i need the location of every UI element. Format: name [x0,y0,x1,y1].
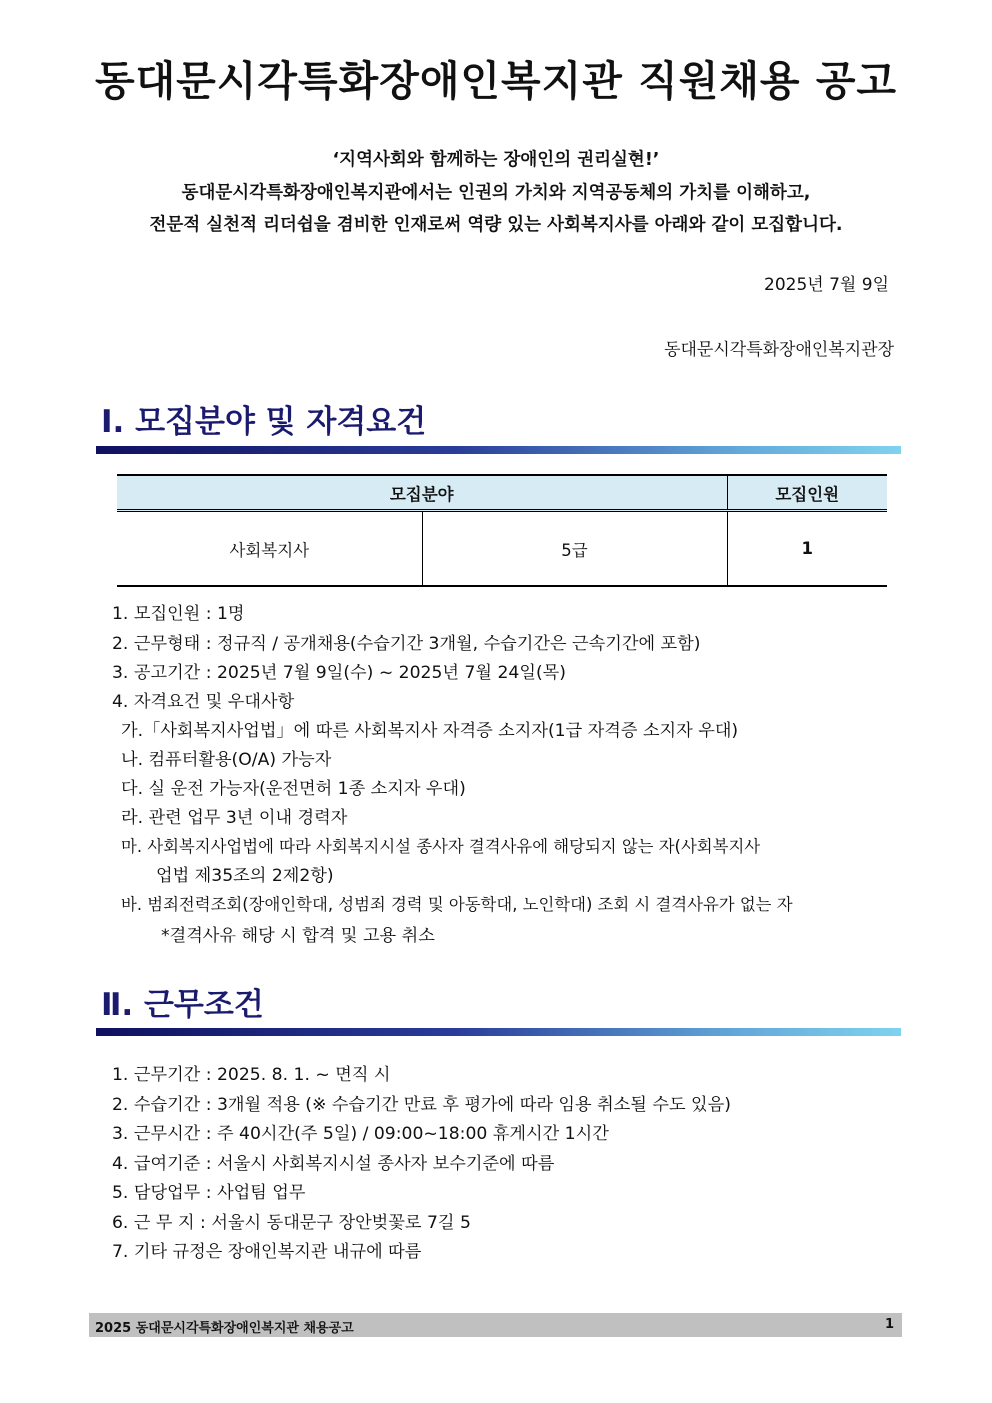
list-item: 1. 근무기간 : 2025. 8. 1. ~ 면직 시 [112,1065,391,1085]
list-item: 7. 기타 규정은 장애인복지관 내규에 따름 [112,1242,422,1262]
list-item: *결격사유 해당 시 합격 및 고용 취소 [161,926,435,946]
intro-slogan: ‘지역사회와 함께하는 장애인의 권리실현!’ [332,150,660,170]
list-item: 2. 수습기간 : 3개월 적용 (※ 수습기간 만료 후 평가에 따라 임용 취소될 수도 있음) [112,1095,731,1115]
list-item: 가.「사회복지사업법」에 따른 사회복지사 자격증 소지자(1급 자격증 소지자 우대) [121,721,739,741]
list-item: 1. 모집인원 : 1명 [112,604,245,624]
section-2-title: Ⅱ. 근무조건 [101,987,264,1023]
announcement-date: 2025년 7월 9일 [764,275,889,295]
list-item: 다. 실 운전 가능자(운전면허 1종 소지자 우대) [121,779,466,799]
intro-line-2: 전문적 실천적 리더쉽을 겸비한 인재로써 역량 있는 사회복지사를 아래와 같이 모집합니다. [149,215,843,235]
list-item: 6. 근 무 지 : 서울시 동대문구 장안벚꽃로 7길 5 [112,1213,471,1233]
cell-grade: 5급 [422,511,727,587]
list-item: 3. 근무시간 : 주 40시간(주 5일) / 09:00~18:00 휴게시간 1시간 [112,1124,609,1144]
list-item: 2. 근무형태 : 정규직 / 공개채용(수습기간 3개월, 수습기간은 근속기간에 포함) [112,634,701,654]
page-title: 동대문시각특화장애인복지관 직원채용 공고 [94,57,898,105]
list-item: 4. 자격요건 및 우대사항 [112,692,295,712]
section-1-title: Ⅰ. 모집분야 및 자격요건 [101,404,427,440]
table-row [117,511,887,587]
section-1-divider [96,446,901,454]
list-item: 4. 급여기준 : 서울시 사회복지시설 종사자 보수기준에 따름 [112,1154,555,1174]
cell-count: 1 [727,511,887,587]
list-item: 나. 컴퓨터활용(O/A) 가능자 [121,750,332,770]
table-header-row [117,475,887,511]
list-item: 라. 관련 업무 3년 이내 경력자 [121,808,348,828]
footer-text: 2025 동대문시각특화장애인복지관 채용공고 [95,1321,354,1336]
list-item: 마. 사회복지사업법에 따라 사회복지시설 종사자 결격사유에 해당되지 않는 자(사회복지사 [121,837,761,856]
list-item: 3. 공고기간 : 2025년 7월 9일(수) ~ 2025년 7월 24일(목) [112,663,566,683]
header-field: 모집분야 [117,475,727,511]
section-2-divider [96,1028,901,1036]
list-item: 업법 제35조의 2제2항) [156,866,334,886]
list-item: 바. 범죄전력조회(장애인학대, 성범죄 경력 및 아동학대, 노인학대) 조회 시 결격사유가 없는 자 [121,895,793,914]
cell-field: 사회복지사 [117,511,422,587]
recruit-table [117,474,887,587]
page-footer [89,1313,902,1337]
intro-line-1: 동대문시각특화장애인복지관에서는 인권의 가치와 지역공동체의 가치를 이해하고, [181,183,811,203]
page-number: 1 [884,1317,894,1332]
organization-head: 동대문시각특화장애인복지관장 [664,340,894,360]
header-count: 모집인원 [727,475,887,511]
list-item: 5. 담당업무 : 사업팀 업무 [112,1183,306,1203]
